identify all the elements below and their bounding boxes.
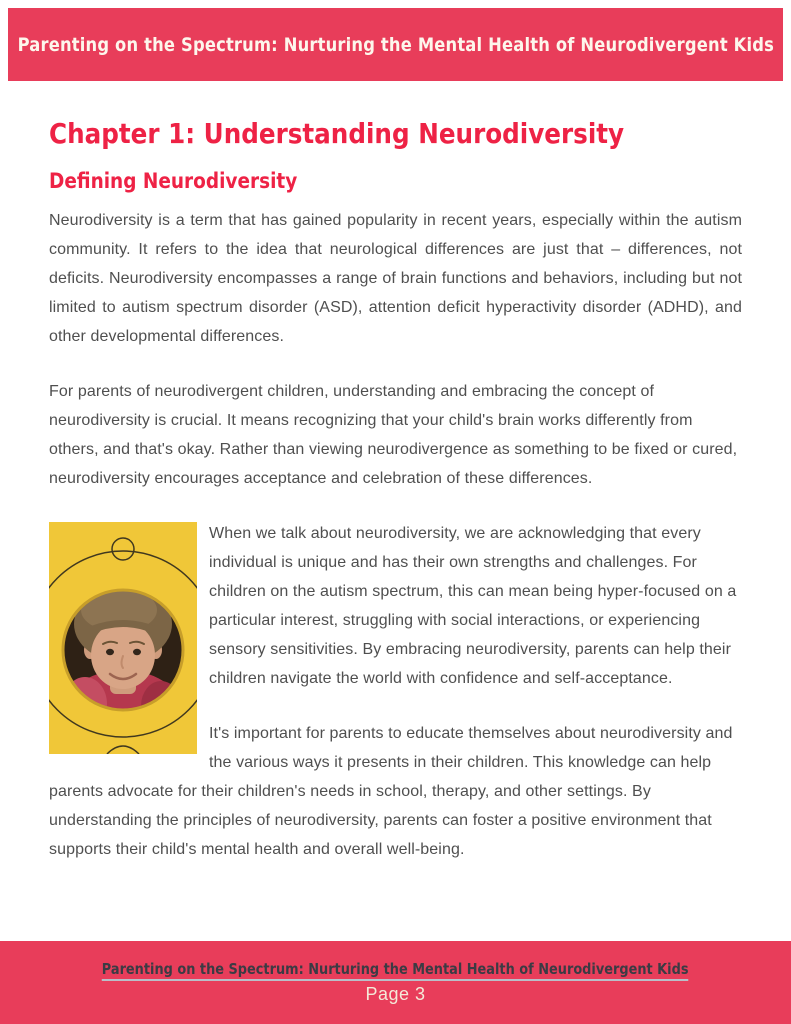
footer-banner — [0, 941, 791, 1024]
paragraph-1: Neurodiversity is a term that has gained popularity in recent years, especially within the autism community. It refers to the idea that neurological differences are just that – differences, not deficits. Neurodiversity encompasses a range of brain functions and behaviors, including but not limited to autism spectrum disorder (ASD), attention deficit hyperactivity disorder (ADHD), and other developmental differences. — [49, 212, 742, 345]
child-photo-image — [49, 522, 197, 754]
header-banner — [8, 8, 783, 81]
paragraph-2: For parents of neurodivergent children, understanding and embracing the concept of neurodiversity is crucial. It means recognizing that your child's brain works differently from others, and that's okay. Rather than viewing neurodivergence as something to be fixed or cured, neurodiversity encourages acceptance and celebration of these differences. — [49, 383, 738, 487]
footer-title: Parenting on the Spectrum: Nurturing the Mental Health of Neurodivergent Kids — [102, 960, 689, 981]
paragraph-4: It's important for parents to educate themselves about neurodiversity and the various ways it presents in their children. This knowledge can help parents advocate for their children's needs in school, therapy, and other settings. By understanding the principles of neurodiversity, parents can foster a positive environment that supports their child's mental health and overall well-being. — [49, 725, 733, 858]
chapter-title: Chapter 1: Understanding Neurodiversity — [49, 117, 625, 150]
page-number: Page 3 — [365, 984, 426, 1004]
header-title: Parenting on the Spectrum: Nurturing the Mental Health of Neurodivergent Kids — [17, 33, 774, 56]
child-photo — [49, 522, 197, 754]
section-title: Defining Neurodiversity — [49, 169, 298, 193]
paragraph-3: When we talk about neurodiversity, we are acknowledging that every individual is unique and has their own strengths and challenges. For children on the autism spectrum, this can mean being hyper-focused on a particular interest, struggling with social interactions, or experiencing sensory sensitivities. By embracing neurodiversity, parents can help their children navigate the world with confidence and self-acceptance. — [209, 525, 737, 687]
page-content — [0, 81, 791, 864]
